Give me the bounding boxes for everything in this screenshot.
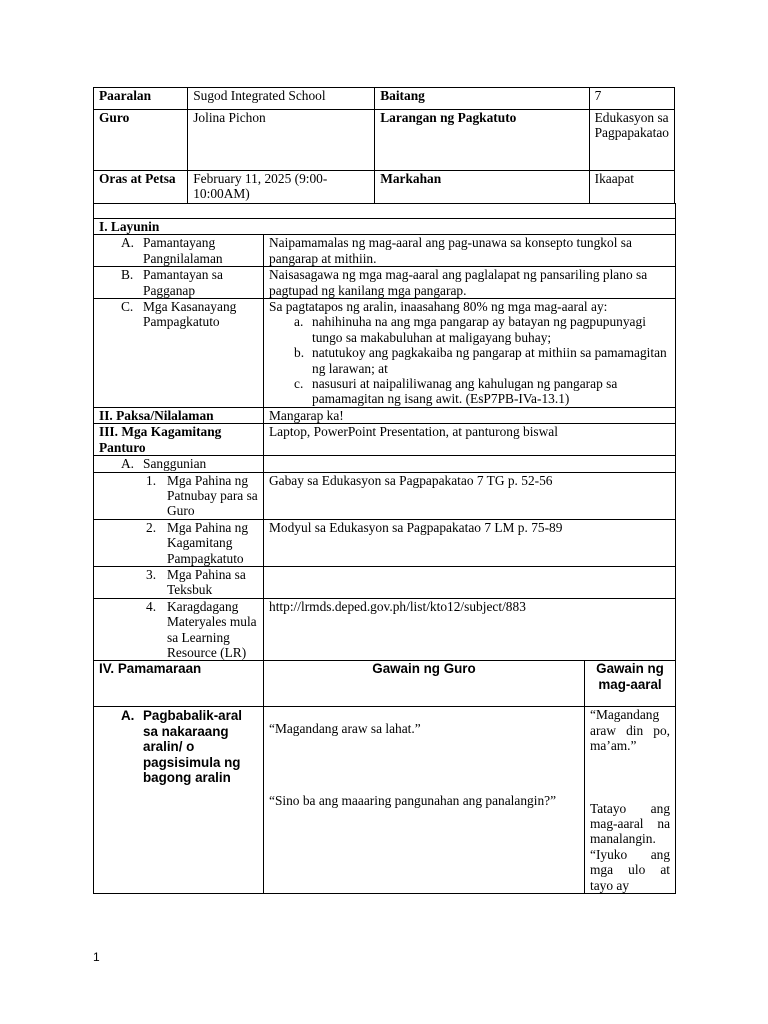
oras-value: February 11, 2025 (9:00-10:00AM): [188, 171, 375, 204]
layunin-a-text: Naipamamalas ng mag-aaral ang pag-unawa sa konsepto tungkol sa pangarap at mithiin.: [264, 235, 676, 267]
layunin-c-text: [264, 299, 676, 408]
layunin-c-item: b. natutukoy ang pagkakaiba ng pangarap at mithiin sa pamamagitan ng larawan; at: [294, 345, 667, 376]
layunin-b-num: B.: [121, 267, 134, 283]
layunin-b-text: Naisasagawa ng mga mag-aaral ang paglalapat ng pansariling plano sa pagtupad ng kanilang mga pangarap.: [264, 267, 676, 299]
gawain-mag-aaral-cell: [585, 707, 676, 894]
layunin-c-intro: Sa pagtatapos ng aralin, inaasahang 80% ng mga mag-aaral ay:: [269, 299, 608, 315]
page-number: 1: [93, 950, 100, 964]
sanggunian-label: A. Sanggunian: [94, 456, 264, 472]
layunin-a-label: A. Pamantayang Pangnilalaman: [94, 235, 264, 267]
layunin-c-num: C.: [121, 299, 134, 315]
guro-greeting: “Magandang araw sa lahat.”: [269, 721, 421, 737]
layunin-title: I. Layunin: [94, 219, 676, 235]
layunin-c-item: c. nasusuri at naipaliliwanag ang kahulugan ng pangarap sa pamamagitan ng isang awit. (EsP7PB-IVa-13.1): [294, 376, 618, 407]
paksa-value: Mangarap ka!: [264, 407, 676, 423]
guro-prayer-question: “Sino ba ang maaaring pangunahan ang panalangin?”: [269, 792, 557, 808]
header-info-table: [93, 87, 675, 204]
col-gawain-mag-aaral: Gawain ng mag-aaral: [585, 661, 676, 707]
sanggunian-item-value: Gabay sa Edukasyon sa Pagpapakatao 7 TG p. 52-56: [264, 472, 676, 519]
baitang-value: 7: [589, 88, 674, 110]
larangan-value: Edukasyon sa Pagpapakatao: [589, 110, 674, 171]
paaralan-label: Paaralan: [94, 88, 188, 110]
sanggunian-item-label: 2. Mga Pahina ng Kagamitang Pampagkatuto: [94, 519, 264, 566]
pamamaraan-a-label: A. Pagbabalik-aral sa nakaraang aralin/ o pagsisimula ng bagong aralin: [94, 707, 264, 894]
layunin-a-num: A.: [121, 235, 135, 251]
larangan-label: Larangan ng Pagkatuto: [375, 110, 589, 171]
mag-aaral-prayer: Tatayo ang mag-aaral na manalangin. “Iyuko ang mga ulo at tayo ay: [590, 800, 671, 893]
sanggunian-item-value: Modyul sa Edukasyon sa Pagpapakatao 7 LM p. 75-89: [264, 519, 676, 566]
pamamaraan-title: IV. Pamamaraan: [94, 661, 264, 707]
sanggunian-item-value: [264, 566, 676, 598]
layunin-c-item: a. nahihinuha na ang mga pangarap ay batayan ng pagpupunyagi tungo sa makabuluhan at maligayang buhay;: [294, 314, 646, 345]
paaralan-value: Sugod Integrated School: [188, 88, 375, 110]
pamamaraan-a-num: A.: [121, 708, 135, 724]
baitang-label: Baitang: [375, 88, 589, 110]
sanggunian-value: [264, 456, 676, 472]
spacer-row: [94, 204, 676, 219]
gawain-guro-cell: [264, 707, 585, 894]
mag-aaral-greeting: “Magandang araw din po, ma’am.”: [590, 707, 671, 754]
layunin-c-label: C. Mga Kasanayang Pampagkatuto: [94, 299, 264, 408]
paksa-title: II. Paksa/Nilalaman: [94, 407, 264, 423]
lesson-plan-table: [93, 203, 676, 894]
layunin-b-label: B. Pamantayan sa Pagganap: [94, 267, 264, 299]
markahan-value: Ikaapat: [589, 171, 674, 204]
sanggunian-item-label: 3. Mga Pahina sa Teksbuk: [94, 566, 264, 598]
col-gawain-guro: Gawain ng Guro: [264, 661, 585, 707]
kagamitan-title: III. Mga Kagamitang Panturo: [94, 424, 264, 456]
sanggunian-num: A.: [121, 456, 135, 472]
guro-label: Guro: [94, 110, 188, 171]
sanggunian-item-label: 4. Karagdagang Materyales mula sa Learning Resource (LR): [94, 598, 264, 661]
guro-value: Jolina Pichon: [188, 110, 375, 171]
oras-label: Oras at Petsa: [94, 171, 188, 204]
sanggunian-item-label: 1. Mga Pahina ng Patnubay para sa Guro: [94, 472, 264, 519]
kagamitan-value: Laptop, PowerPoint Presentation, at panturong biswal: [264, 424, 676, 456]
markahan-label: Markahan: [375, 171, 589, 204]
sanggunian-item-value: http://lrmds.deped.gov.ph/list/kto12/subject/883: [264, 598, 676, 661]
